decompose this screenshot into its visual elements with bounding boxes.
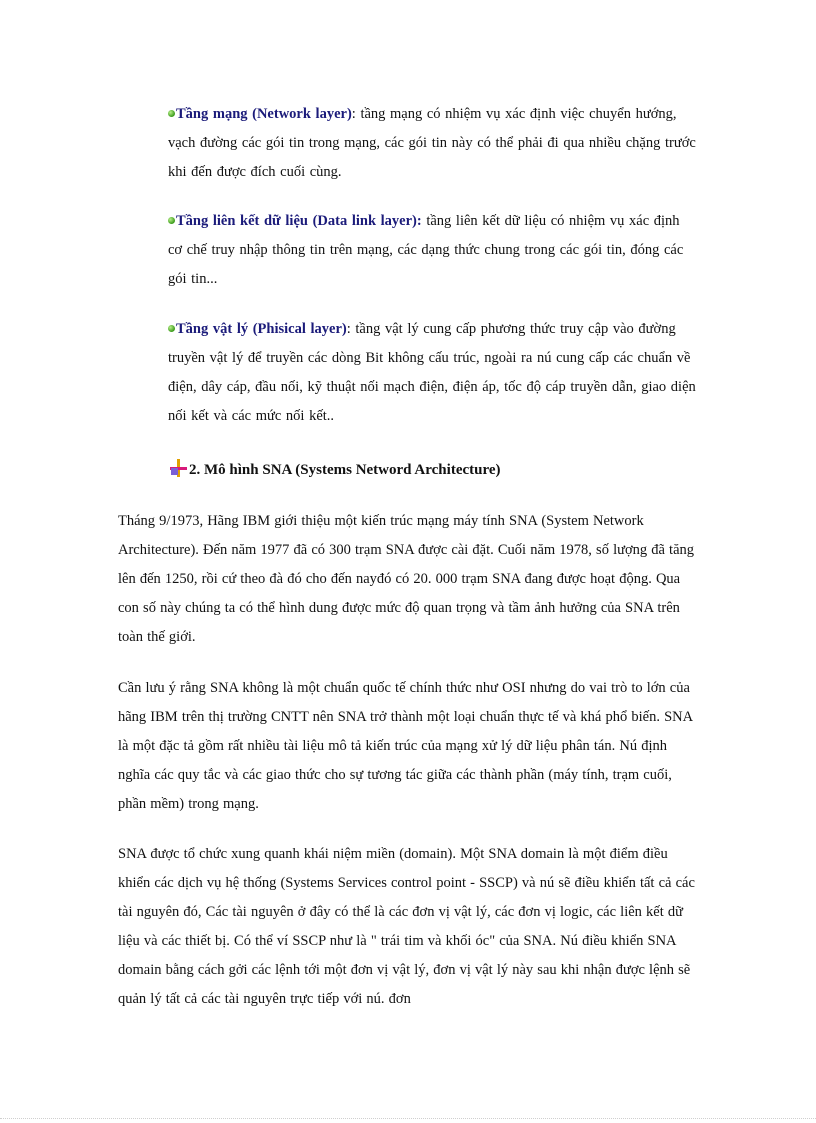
bullet-text: tầng liên kết dữ liệu có nhiệm vụ xác định cơ chế truy nhập thông tin trên mạng, các dạng thức chung trong các gói tin, đóng các gói tin... xyxy=(168,213,684,287)
green-bullet-icon xyxy=(168,110,175,117)
bullet-title: Tầng mạng (Network layer) xyxy=(176,106,352,122)
paragraph-sna-domain: SNA được tổ chức xung quanh khái niệm miền (domain). Một SNA domain là một điểm điều khiển các dịch vụ hệ thống (Systems Services control point - SSCP) và nú sẽ điều khiển tất cả các tài nguyên đó, Các tài nguyên ở đây có thể là các đơn vị vật lý, các đơn vị logic, các liên kết dữ liệu và các thiết bị. Có thể ví SSCP như là " trái tim và khối óc" của SNA. Nú điều khiển SNA domain bằng cách gởi các lệnh tới một đơn vị vật lý, đơn vị vật lý này sau khi nhận được lệnh sẽ quản lý tất cả các tài nguyên trực tiếp với nú. đơn xyxy=(118,846,695,1007)
paragraph-sna-history: Tháng 9/1973, Hãng IBM giới thiệu một kiến trúc mạng máy tính SNA (System Network Architecture). Đến năm 1977 đã có 300 trạm SNA được cài đặt. Cuối năm 1978, số lượng đã tăng lên đến 1250, rồi cứ theo đà đó cho đến nayđó có 20. 000 trạm SNA đang được hoạt động. Qua con số này chúng ta có thể hình dung được mức độ quan trọng và tầm ảnh hưởng của SNA trên toàn thế giới. xyxy=(118,513,695,645)
page-bottom-divider xyxy=(0,1118,816,1119)
bullet-physical-layer xyxy=(168,315,698,431)
bullet-title: Tầng vật lý (Phisical layer) xyxy=(176,321,347,337)
section-heading xyxy=(168,456,501,485)
green-bullet-icon xyxy=(168,217,175,224)
cross-bullet-icon xyxy=(168,459,188,477)
section-heading-text: 2. Mô hình SNA (Systems Netword Architecture) xyxy=(189,462,501,478)
green-bullet-icon xyxy=(168,325,175,332)
bullet-network-layer xyxy=(168,100,698,187)
bullet-text: tầng vật lý cung cấp phương thức truy cập vào đường truyền vật lý để truyền các dòng Bit không cấu trúc, ngoài ra nú cung cấp các chuẩn về điện, dây cáp, đầu nối, kỹ thuật nối mạch điện, điện áp, tốc độ cáp truyền dẫn, giao diện nối kết và các mức nối kết.. xyxy=(168,321,696,424)
bullet-text: tầng mạng có nhiệm vụ xác định việc chuyển hướng, vạch đường các gói tin trong mạng, các gói tin này có thể phải đi qua nhiều chặng trước khi đến được đích cuối cùng. xyxy=(168,106,696,180)
bullet-data-link-layer xyxy=(168,207,698,294)
paragraph-sna-standard: Cần lưu ý rằng SNA không là một chuẩn quốc tế chính thức như OSI nhưng do vai trò to lớn của hãng IBM trên thị trường CNTT nên SNA trở thành một loại chuẩn thực tế và khá phổ biến. SNA là một đặc tả gồm rất nhiều tài liệu mô tả kiến trúc của mạng xử lý dữ liệu phân tán. Nú định nghĩa các quy tắc và các giao thức cho sự tương tác giữa các thành phần (máy tính, trạm cuối, phần mềm) trong mạng. xyxy=(118,680,693,812)
bullet-separator: : xyxy=(351,106,356,122)
bullet-title: Tầng liên kết dữ liệu (Data link layer): xyxy=(176,213,422,229)
bullet-separator: : xyxy=(346,321,351,337)
